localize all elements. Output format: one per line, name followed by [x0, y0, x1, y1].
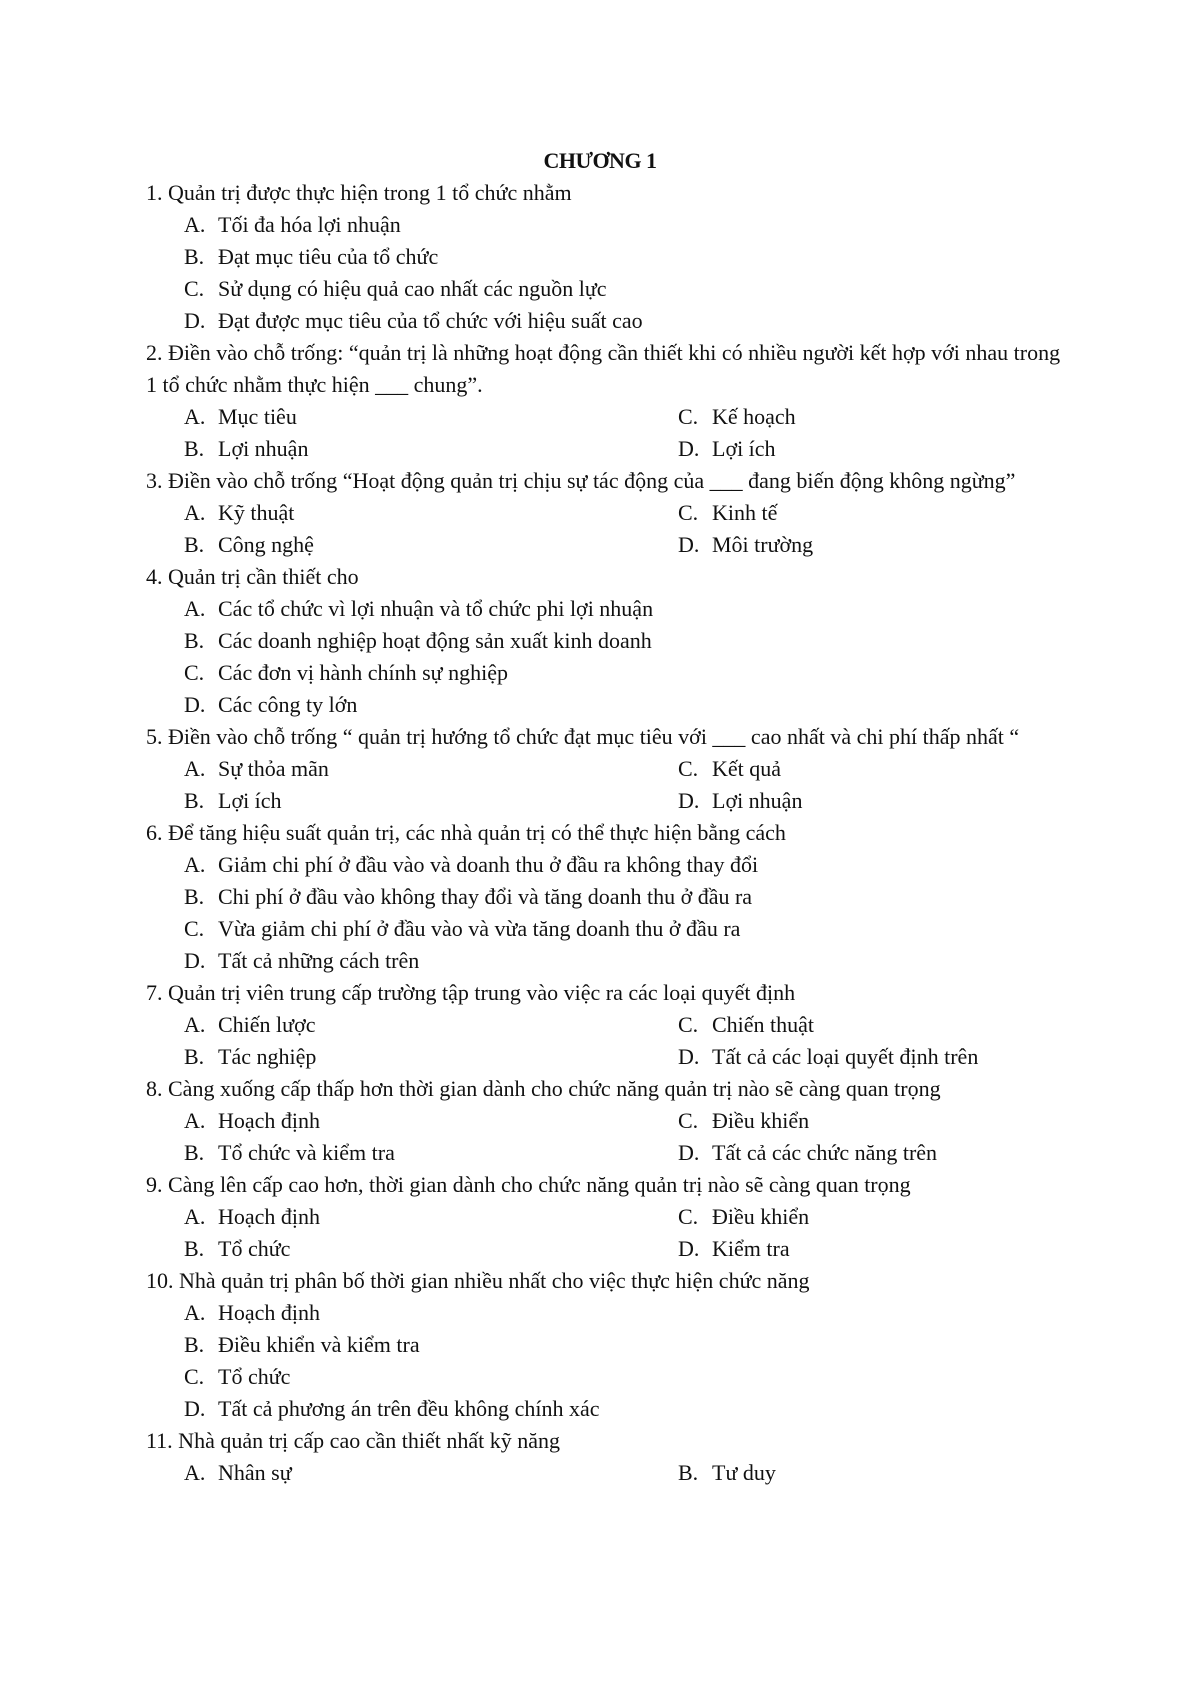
option-row	[146, 945, 1066, 977]
question-text: 10. Nhà quản trị phân bố thời gian nhiều nhất cho việc thực hiện chức năng	[146, 1268, 810, 1293]
option-letter: C.	[184, 276, 205, 301]
answer-options	[146, 849, 1066, 977]
answer-option	[184, 1393, 600, 1425]
answer-option	[678, 753, 781, 785]
chapter-title: CHƯƠNG 1	[543, 148, 657, 173]
answer-option	[678, 529, 813, 561]
option-letter: A.	[184, 1300, 206, 1325]
option-text: Các công ty lớn	[218, 692, 358, 717]
option-letter: C.	[184, 660, 205, 685]
option-text: Các tổ chức vì lợi nhuận và tổ chức phi lợi nhuận	[218, 596, 654, 621]
option-row	[146, 529, 1066, 561]
answer-option	[678, 1233, 790, 1265]
option-row	[146, 1297, 1066, 1329]
option-letter: B.	[184, 436, 205, 461]
option-row	[146, 593, 1066, 625]
option-letter: D.	[184, 1396, 206, 1421]
option-letter: B.	[184, 1140, 205, 1165]
option-row	[146, 881, 1066, 913]
option-row	[146, 1361, 1066, 1393]
option-text: Đạt mục tiêu của tổ chức	[218, 244, 439, 269]
option-text: Môi trường	[712, 532, 814, 557]
answer-option	[678, 785, 802, 817]
option-row	[146, 1233, 1066, 1265]
answer-option	[184, 1105, 678, 1137]
option-row	[146, 1201, 1066, 1233]
answer-option	[184, 1137, 678, 1169]
option-letter: C.	[184, 1364, 205, 1389]
answer-option	[184, 1041, 678, 1073]
question-block	[146, 465, 1066, 561]
option-text: Công nghệ	[218, 532, 314, 557]
answer-option	[678, 1457, 776, 1489]
question-text: 6. Để tăng hiệu suất quản trị, các nhà quản trị có thể thực hiện bằng cách	[146, 820, 786, 845]
option-row	[146, 497, 1066, 529]
answer-option	[184, 241, 438, 273]
option-text: Kế hoạch	[712, 404, 796, 429]
answer-options	[146, 497, 1066, 561]
question-text: 1. Quản trị được thực hiện trong 1 tổ chức nhằm	[146, 180, 572, 205]
option-row	[146, 305, 1066, 337]
option-text: Giảm chi phí ở đầu vào và doanh thu ở đầu ra không thay đổi	[218, 852, 759, 877]
option-text: Tất cả các loại quyết định trên	[712, 1044, 979, 1069]
answer-options	[146, 209, 1066, 337]
option-text: Đạt được mục tiêu của tổ chức với hiệu suất cao	[218, 308, 643, 333]
option-letter: B.	[184, 532, 205, 557]
option-letter: B.	[184, 1236, 205, 1261]
option-text: Chiến lược	[218, 1012, 316, 1037]
question-block	[146, 561, 1066, 721]
answer-options	[146, 1105, 1066, 1169]
option-text: Lợi nhuận	[218, 436, 309, 461]
answer-option	[678, 1137, 937, 1169]
option-letter: D.	[678, 532, 700, 557]
option-letter: A.	[184, 500, 206, 525]
option-text: Các doanh nghiệp hoạt động sản xuất kinh doanh	[218, 628, 652, 653]
option-text: Tối đa hóa lợi nhuận	[218, 212, 401, 237]
option-letter: D.	[184, 308, 206, 333]
option-row	[146, 1329, 1066, 1361]
option-letter: C.	[678, 500, 699, 525]
question-block	[146, 1425, 1066, 1489]
option-letter: D.	[678, 1044, 700, 1069]
option-text: Lợi ích	[218, 788, 282, 813]
answer-options	[146, 753, 1066, 817]
option-text: Điều khiển	[712, 1204, 810, 1229]
option-text: Kỹ thuật	[218, 500, 295, 525]
question-block	[146, 1169, 1066, 1265]
option-letter: A.	[184, 1460, 206, 1485]
option-letter: A.	[184, 596, 206, 621]
question-text: 5. Điền vào chỗ trống “ quản trị hướng tổ chức đạt mục tiêu với ___ cao nhất và chi phí thấp nhất “	[146, 724, 1020, 749]
answer-option	[184, 689, 357, 721]
option-letter: B.	[184, 884, 205, 909]
option-row	[146, 625, 1066, 657]
option-text: Tổ chức	[218, 1236, 291, 1261]
answer-options	[146, 593, 1066, 721]
option-text: Nhân sự	[218, 1460, 292, 1485]
option-letter: C.	[678, 1108, 699, 1133]
question-list	[146, 177, 1066, 1489]
option-text: Sử dụng có hiệu quả cao nhất các nguồn lực	[218, 276, 607, 301]
question-block	[146, 1073, 1066, 1169]
answer-option	[184, 593, 653, 625]
question-text: 2. Điền vào chỗ trống: “quản trị là những hoạt động cần thiết khi có nhiều người kết hợp với nhau trong 1 tổ chức nhằm thực hiện ___ chung”.	[146, 340, 1061, 397]
option-row	[146, 1105, 1066, 1137]
option-row	[146, 1457, 1066, 1489]
answer-option	[184, 1361, 290, 1393]
option-letter: A.	[184, 756, 206, 781]
option-letter: C.	[678, 756, 699, 781]
answer-option	[678, 1105, 809, 1137]
answer-option	[184, 1233, 678, 1265]
answer-option	[184, 1201, 678, 1233]
answer-option	[184, 305, 643, 337]
option-text: Kiểm tra	[712, 1236, 790, 1261]
answer-option	[184, 881, 752, 913]
answer-options	[146, 401, 1066, 465]
option-letter: B.	[184, 1044, 205, 1069]
question-text: 4. Quản trị cần thiết cho	[146, 564, 359, 589]
option-letter: C.	[678, 1012, 699, 1037]
option-text: Lợi nhuận	[712, 788, 803, 813]
answer-option	[184, 1297, 320, 1329]
option-text: Chi phí ở đầu vào không thay đổi và tăng doanh thu ở đầu ra	[218, 884, 753, 909]
answer-option	[678, 497, 777, 529]
option-letter: A.	[184, 404, 206, 429]
option-letter: A.	[184, 212, 206, 237]
answer-option	[184, 785, 678, 817]
answer-option	[184, 497, 678, 529]
option-letter: B.	[184, 628, 205, 653]
question-block	[146, 977, 1066, 1073]
option-letter: D.	[678, 1236, 700, 1261]
option-letter: A.	[184, 852, 206, 877]
answer-option	[678, 1201, 809, 1233]
option-text: Hoạch định	[218, 1204, 321, 1229]
option-letter: B.	[184, 788, 205, 813]
option-letter: A.	[184, 1204, 206, 1229]
option-letter: C.	[678, 1204, 699, 1229]
option-row	[146, 1137, 1066, 1169]
answer-option	[184, 913, 740, 945]
option-text: Tổ chức và kiểm tra	[218, 1140, 395, 1165]
option-letter: C.	[678, 404, 699, 429]
option-text: Tác nghiệp	[218, 1044, 317, 1069]
option-text: Lợi ích	[712, 436, 776, 461]
answer-option	[184, 753, 678, 785]
option-text: Tổ chức	[218, 1364, 291, 1389]
option-letter: B.	[678, 1460, 699, 1485]
answer-option	[678, 401, 796, 433]
option-row	[146, 753, 1066, 785]
option-row	[146, 1009, 1066, 1041]
question-text: 7. Quản trị viên trung cấp trường tập trung vào việc ra các loại quyết định	[146, 980, 796, 1005]
question-text: 3. Điền vào chỗ trống “Hoạt động quản trị chịu sự tác động của ___ đang biến động không ngừng”	[146, 468, 1016, 493]
question-text: 11. Nhà quản trị cấp cao cần thiết nhất kỹ năng	[146, 1428, 560, 1453]
question-block	[146, 817, 1066, 977]
answer-option	[184, 1009, 678, 1041]
answer-option	[678, 1009, 814, 1041]
answer-options	[146, 1201, 1066, 1265]
question-block	[146, 177, 1066, 337]
option-row	[146, 689, 1066, 721]
option-letter: D.	[184, 692, 206, 717]
option-text: Kinh tế	[712, 500, 778, 525]
option-letter: D.	[678, 1140, 700, 1165]
answer-options	[146, 1009, 1066, 1073]
option-row	[146, 1041, 1066, 1073]
option-row	[146, 273, 1066, 305]
option-letter: A.	[184, 1108, 206, 1133]
option-text: Hoạch định	[218, 1300, 321, 1325]
option-text: Vừa giảm chi phí ở đầu vào và vừa tăng doanh thu ở đầu ra	[218, 916, 741, 941]
option-text: Sự thỏa mãn	[218, 756, 329, 781]
answer-option	[184, 529, 678, 561]
option-row	[146, 241, 1066, 273]
option-text: Mục tiêu	[218, 404, 297, 429]
option-row	[146, 1393, 1066, 1425]
option-text: Tất cả phương án trên đều không chính xác	[218, 1396, 600, 1421]
option-row	[146, 849, 1066, 881]
answer-options	[146, 1457, 1066, 1489]
option-text: Tất cả những cách trên	[218, 948, 420, 973]
option-letter: B.	[184, 1332, 205, 1357]
option-text: Tất cả các chức năng trên	[712, 1140, 938, 1165]
answer-option	[184, 625, 652, 657]
option-letter: C.	[184, 916, 205, 941]
answer-option	[184, 209, 401, 241]
answer-options	[146, 1297, 1066, 1425]
option-letter: D.	[184, 948, 206, 973]
answer-option	[184, 401, 678, 433]
answer-option	[184, 657, 508, 689]
option-letter: D.	[678, 788, 700, 813]
option-letter: D.	[678, 436, 700, 461]
answer-option	[184, 945, 419, 977]
answer-option	[184, 1457, 678, 1489]
answer-option	[184, 849, 758, 881]
question-text: 9. Càng lên cấp cao hơn, thời gian dành cho chức năng quản trị nào sẽ càng quan trọng	[146, 1172, 911, 1197]
answer-option	[678, 1041, 978, 1073]
option-row	[146, 209, 1066, 241]
question-block	[146, 337, 1066, 465]
option-text: Chiến thuật	[712, 1012, 815, 1037]
answer-option	[184, 433, 678, 465]
option-text: Điều khiển và kiểm tra	[218, 1332, 420, 1357]
option-row	[146, 913, 1066, 945]
answer-option	[184, 273, 607, 305]
option-letter: B.	[184, 244, 205, 269]
option-text: Tư duy	[712, 1460, 776, 1485]
question-text: 8. Càng xuống cấp thấp hơn thời gian dành cho chức năng quản trị nào sẽ càng quan trọng	[146, 1076, 941, 1101]
option-letter: A.	[184, 1012, 206, 1037]
option-text: Hoạch định	[218, 1108, 321, 1133]
option-text: Các đơn vị hành chính sự nghiệp	[218, 660, 508, 685]
question-block	[146, 1265, 1066, 1425]
option-row	[146, 401, 1066, 433]
option-text: Kết quả	[712, 756, 782, 781]
option-text: Điều khiển	[712, 1108, 810, 1133]
option-row	[146, 433, 1066, 465]
option-row	[146, 657, 1066, 689]
question-block	[146, 721, 1066, 817]
option-row	[146, 785, 1066, 817]
answer-option	[678, 433, 776, 465]
answer-option	[184, 1329, 420, 1361]
